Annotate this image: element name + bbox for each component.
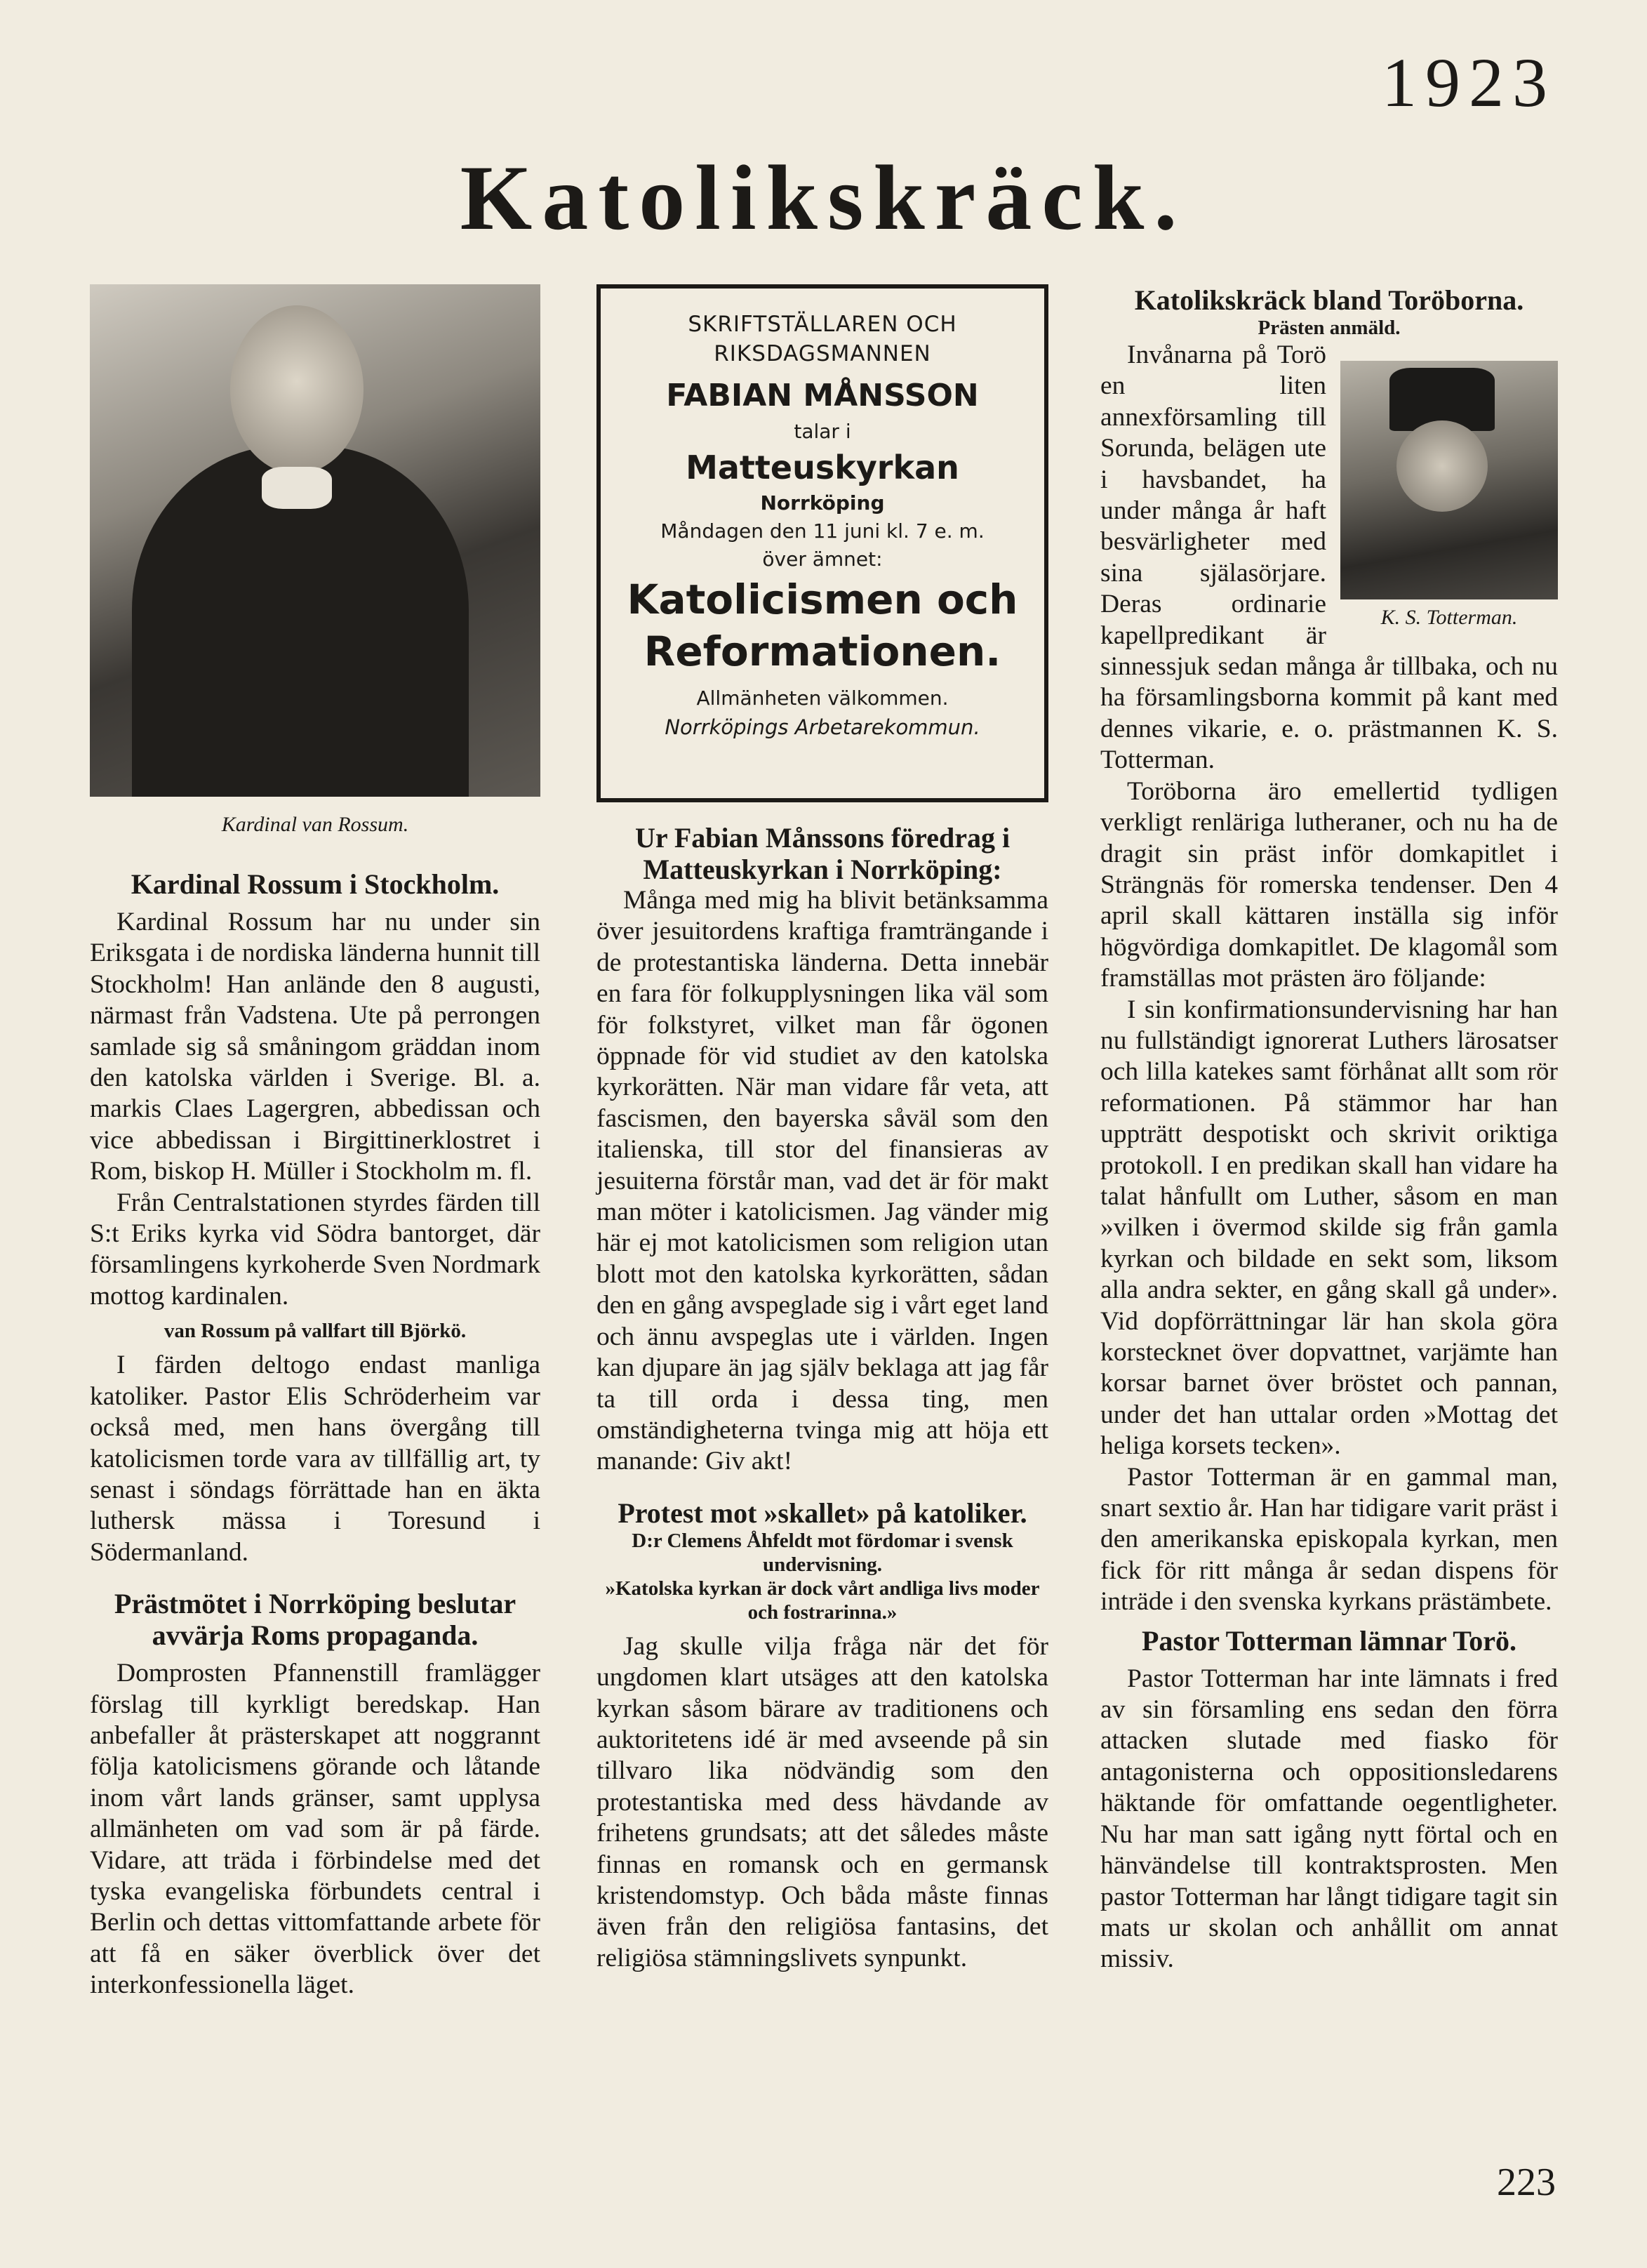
article-paragraph: I färden deltogo endast manliga katoliker. Pastor Elis Schröderheim var också med, men hans övergång till katolicismen torde vara av tillfällig art, ty senast i söndags förrättade han en äkta luthersk mässa i Toresund i Södermanland. [90, 1351, 540, 1567]
page-number: 223 [1497, 2161, 1556, 2204]
cardinal-photo-caption: Kardinal van Rossum. [221, 813, 409, 836]
article-heading: Kardinal Rossum i Stockholm. [131, 868, 500, 900]
page-title: Katolikskräck. [460, 146, 1187, 249]
ad-date: Måndagen den 11 juni kl. 7 e. m. [660, 519, 985, 543]
article-heading: Ur Fabian Månssons föredrag i Matteuskyrkan i Norrköping: [634, 822, 1011, 885]
article-paragraph: Från Centralstationen styrdes färden till S:t Eriks kyrka vid Södra bantorget, där församlingens kyrkoherde Sven Nordmark mottog kardinalen. [90, 1188, 540, 1311]
ad-line: RIKSDAGSMANNEN [714, 341, 931, 366]
totterman-photo-caption: K. S. Totterman. [1380, 606, 1518, 629]
article-heading: Protest mot »skallet» på katoliker. [618, 1497, 1027, 1529]
article-subheading: »Katolska kyrkan är dock vårt andliga livs moder och fostrarinna.» [605, 1577, 1040, 1624]
ad-venue: Matteuskyrkan [686, 449, 959, 486]
ad-line: talar i [794, 420, 851, 443]
article-subheading: van Rossum på vallfart till Björkö. [164, 1320, 467, 1343]
ad-topic: Katolicismen och [627, 576, 1018, 623]
article-paragraph: Toröborna äro emellertid tydligen verkligt renläriga lutheraner, och nu ha de dragit sin präst inför domkapitlet i Strängnäs för romerska tendenser. Den 4 april skall kättaren inställa sig inför högvördiga domkapitlet. De klagomål som framställas mot prästen äro följande: [1100, 776, 1558, 993]
article-subheading: Prästen anmäld. [1258, 317, 1401, 339]
column-right [1100, 284, 1558, 1975]
page-year: 1923 [1382, 44, 1556, 121]
ad-speaker-name: FABIAN MÅNSSON [666, 378, 979, 413]
article-paragraph: Kardinal Rossum har nu under sin Eriksgata i de nordiska länderna hunnit till Stockholm! Han anlände den 8 augusti, närmast från Vadstena. Ute på perrongen samlade sig så småningom gräddan inom den katolska världen i Sverige. Bl. a. markis Claes Lagergren, abbedissan och vice abbedissan i Birgittinerklostret i Rom, biskop H. Müller i Stockholm m. fl. [90, 908, 540, 1186]
column-middle [596, 284, 1048, 1974]
column-left [90, 284, 540, 2001]
ad-welcome: Allmänheten välkommen. [696, 687, 949, 710]
ad-signature: Norrköpings Arbetarekommun. [665, 715, 980, 739]
ad-topic: Reformationen. [644, 628, 1001, 675]
article-paragraph: Domprosten Pfannenstill framlägger förslag till kyrkligt beredskap. Han anbefaller åt prästerskapet att noggrannt följa katolicismens görande och låtande inom vårt lands gränser, samt upplysa allmänheten om vad som är på färde. Vidare, att träda i förbindelse med det tyska evangeliska förbundets central i Berlin och dettas vittomfattande arbete för att få en säker överblick över det interkonfessionella läget. [90, 1659, 540, 2000]
ad-line: över ämnet: [762, 548, 883, 571]
article-subheading: D:r Clemens Åhfeldt mot fördomar i svensk undervisning. [632, 1529, 1013, 1576]
article-heading: Pastor Totterman lämnar Torö. [1141, 1624, 1517, 1657]
cardinal-photo [90, 284, 540, 797]
article-paragraph: Pastor Totterman har inte lämnats i fred av sin församling ens sedan den förra attacken slutade med fiasko för antagonisterna och oppositionsledarens häktande för omfattande oegentligheter. Nu har man satt igång nytt förtal och en hänvändelse till kontraktsprosten. Men pastor Totterman har långt tidigare tagit sin mats ur skolan och anhållit om annat missiv. [1100, 1664, 1558, 1974]
article-paragraph: Många med mig ha blivit betänksamma över jesuitordens kraftiga framträngande i de protestantiska länderna. Detta innebär en fara för folkupplysningen lika väl som för folkstyret, vilket man får ögonen öppnade för vid studiet av den katolska kyrkorätten. När man vidare får veta, att fascismen, den bayerska såväl som den italienska, till stor del finansieras av jesuiterna förstår man, vad det är för makt man möter i katolicismen. Jag vänder mig här ej mot katolicismen som religion utan blott mot den katolska kyrkorätten, sådan den en gång avspeglade sig i vårt eget land och ännu avspeglas ute i världen. Ingen kan djupare än jag själv beklaga att jag får ta till orda i dessa ting, men omständigheterna tvinga mig att höja ett manande: Giv akt! [596, 886, 1048, 1476]
article-heading: Katolikskräck bland Toröborna. [1134, 284, 1524, 316]
article-paragraph: Jag skulle vilja fråga när det för ungdomen klart utsäges att den katolska kyrkan såsom bärare av traditionens och auktoritetens idé är med avseende på sin tillvaro lika nödvändig som den protestantiska med dess hävdande av frihetens grundsats; att det således måste finnas en romansk och en germansk kristendomstyp. Och båda måste finnas även från den religiösa fantasins, det religiösa stämningslivets synpunkt. [596, 1631, 1048, 1972]
ad-city: Norrköping [760, 491, 885, 515]
article-heading: Prästmötet i Norrköping beslutar avvärja Roms propaganda. [114, 1588, 516, 1652]
lecture-advertisement [596, 284, 1048, 802]
article-paragraph: Invånarna på Torö en liten annexförsamling till Sorunda, belägen ute i havsbandet, ha under många år haft besvärligheter med sina själasörjare. Deras ordinarie kapellpredikant är sinnessjuk sedan många år tillbaka, och nu ha församlingsborna kommit på kant med dennes vikarie, e. o. prästmannen K. S. Totterman. [1100, 340, 1558, 775]
article-paragraph: Pastor Totterman är en gammal man, snart sextio år. Han har tidigare varit präst i den amerikanska episkopala kyrkan, men fick för ritt många år sedan dispens för inträde i den svenska kyrkans prästämbete. [1100, 1462, 1558, 1617]
ad-line: SKRIFTSTÄLLAREN OCH [688, 312, 957, 337]
article-paragraph: I sin konfirmationsundervisning har han nu fullständigt ignorerat Luthers lärosatser och lilla katekes samt förhånat allt som rör reformationen. På stämmor har han uppträtt despotiskt och skrivit oriktiga protokoll. I en predikan skall han vidare ha talat hånfullt om Luther, såsom en man »vilken i övermod skilde sig från gamla kyrkan och bildade en sekt som, liksom alla andra sekter, en gång skall gå under». Vid dopförrättningar lär han skola göra korstecknet över dopvattnet, varjämte han korsar barnet över bröstet och pannan, under det han uttalar orden »Mottag det heliga korsets tecken». [1100, 995, 1558, 1461]
totterman-photo [1340, 361, 1558, 599]
